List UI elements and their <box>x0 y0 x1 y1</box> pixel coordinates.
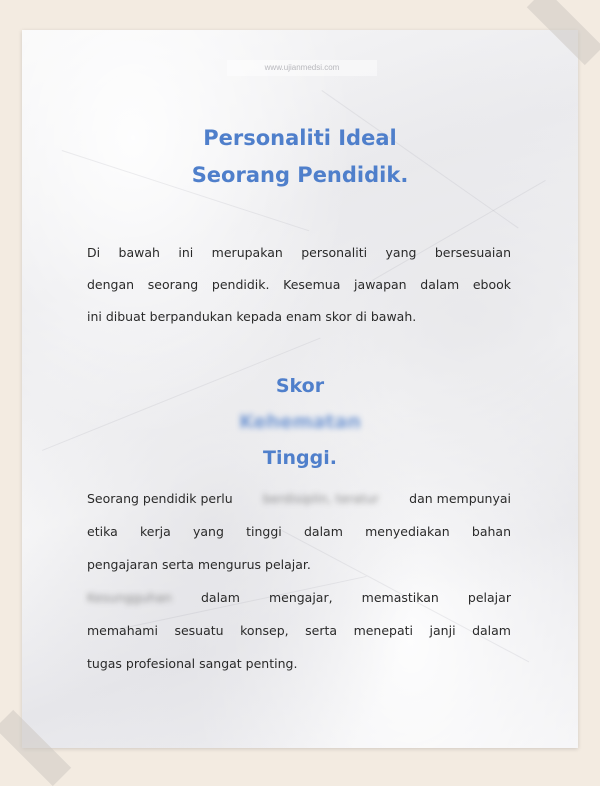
body-line <box>87 482 511 515</box>
body-line <box>87 581 511 614</box>
page-title <box>22 120 578 194</box>
body-line: memahami sesuatu konsep, serta menepati janji dalam <box>87 623 511 638</box>
body-word: memastikan <box>361 590 439 605</box>
intro-paragraph <box>87 237 511 333</box>
paper-page <box>22 30 578 748</box>
blurred-word: Kehematan <box>239 411 361 433</box>
intro-line: ini dibuat berpandukan kepada enam skor di bawah. <box>87 309 417 324</box>
intro-line: dengan seorang pendidik. Kesemua jawapan dalam ebook <box>87 277 511 292</box>
section-heading-line-1 <box>22 368 578 440</box>
body-line: etika kerja yang tinggi dalam menyediakan bahan <box>87 524 511 539</box>
watermark: www.ujianmedsi.com <box>227 60 377 76</box>
body-text: dan mempunyai <box>409 491 511 506</box>
blurred-phrase: berdisiplin, teratur <box>262 491 379 506</box>
intro-line: Di bawah ini merupakan personaliti yang bersesuaian <box>87 245 511 260</box>
body-word: mengajar, <box>268 590 333 605</box>
title-line-2: Seorang Pendidik. <box>191 163 409 187</box>
body-word: pelajar <box>467 590 511 605</box>
title-line-1: Personaliti Ideal <box>203 126 397 150</box>
body-line: pengajaran serta mengurus pelajar. <box>87 557 311 572</box>
body-text: Seorang pendidik perlu <box>87 491 233 506</box>
section-heading <box>22 368 578 476</box>
body-line: tugas profesional sangat penting. <box>87 656 298 671</box>
body-paragraph <box>87 482 511 680</box>
section-prefix: Skor <box>275 375 325 397</box>
section-heading-line-2: Tinggi. <box>263 447 337 469</box>
blurred-word: Kesungguhan <box>87 590 172 605</box>
body-word: dalam <box>200 590 240 605</box>
